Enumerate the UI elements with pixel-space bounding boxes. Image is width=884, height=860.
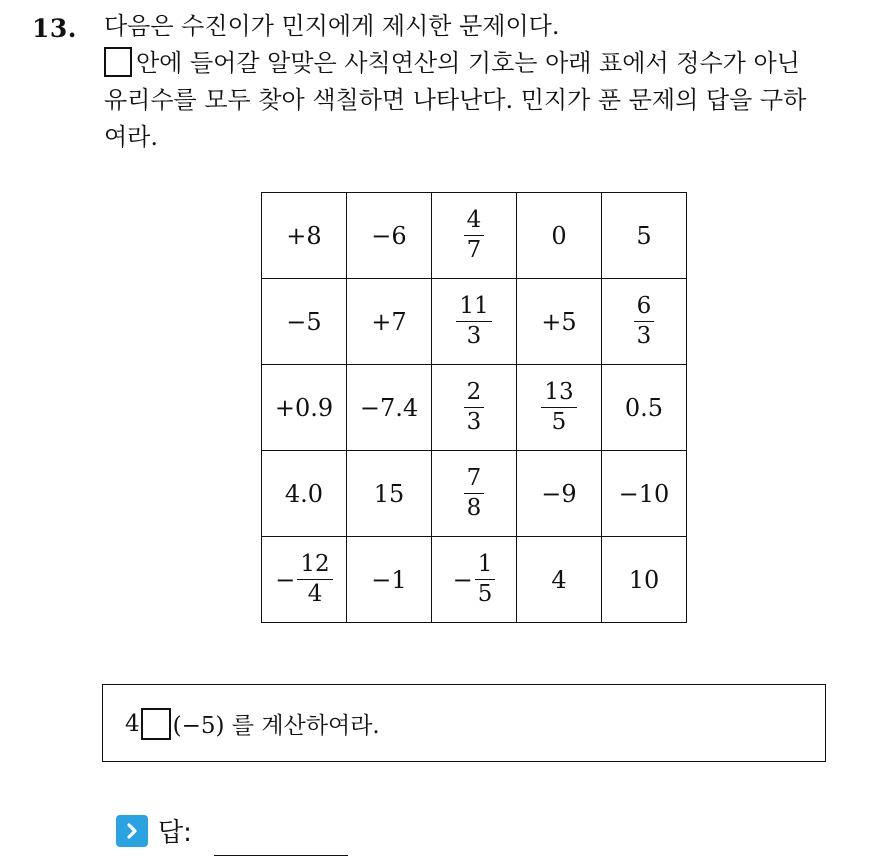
cell-value: 5 [636,221,652,250]
fraction-denominator: 7 [466,237,482,263]
cell-value: 0.5 [624,393,664,422]
table-row [262,193,687,279]
table-cell [347,451,432,537]
answer-label: 답: [158,818,192,848]
table-cell [262,279,347,365]
fraction [634,295,655,348]
fraction [464,381,485,434]
fraction [464,209,485,262]
fraction-denominator: 8 [466,495,482,521]
table-cell [517,537,602,623]
expression-prefix: 4 [125,710,140,737]
question-line-4: 여라. [104,123,158,151]
fraction-denominator: 3 [636,323,652,349]
table-cell [347,279,432,365]
question-line-1: 다음은 수진이가 민지에게 제시한 문제이다. [104,12,560,40]
table-row [262,365,687,451]
fraction [541,381,576,434]
table-cell [432,193,517,279]
arrow-right-icon [116,815,148,847]
table-cell [602,365,687,451]
table-row [262,279,687,365]
fraction-sign: − [275,565,296,594]
fraction-numerator: 13 [541,381,576,408]
cell-value: +8 [286,221,322,250]
question-text [104,8,864,156]
table-cell [517,193,602,279]
fraction-numerator: 4 [464,209,485,236]
blank-box-icon [104,47,132,77]
table-cell [602,537,687,623]
fraction-numerator: 6 [634,295,655,322]
cell-value: −6 [371,221,407,250]
table-row [262,451,687,537]
fraction-numerator: 11 [456,295,491,322]
problem-expression [125,707,380,740]
table-cell [262,451,347,537]
cell-value: +0.9 [274,393,334,422]
cell-value: +7 [371,307,407,336]
table-cell [347,537,432,623]
table-row [262,537,687,623]
fraction [297,553,332,606]
fraction-numerator: 7 [464,467,485,494]
cell-value: −7.4 [359,393,419,422]
question-line-3: 유리수를 모두 찾아 색칠하면 나타난다. 민지가 푼 문제의 답을 구하 [104,86,807,114]
cell-value: −1 [371,565,407,594]
cell-value: +5 [541,307,577,336]
fraction-denominator: 5 [551,409,567,435]
table-cell [517,365,602,451]
table-cell [347,193,432,279]
table-cell [432,279,517,365]
cell-value: 15 [373,479,405,508]
number-table [261,192,687,623]
table-cell [347,365,432,451]
table-cell [432,365,517,451]
question-number: 13. [32,14,77,43]
fraction [456,295,491,348]
fraction-sign: − [452,565,473,594]
fraction [464,467,485,520]
question-line-2: 안에 들어갈 알맞은 사칙연산의 기호는 아래 표에서 정수가 아닌 [104,45,864,82]
cell-value: −10 [618,479,670,508]
table-cell [517,451,602,537]
answer-row [116,812,192,849]
expression-suffix: (−5) 를 계산하여라. [172,713,380,739]
table-cell [602,279,687,365]
cell-value: 0 [551,221,567,250]
cell-value: −9 [541,479,577,508]
table-cell [262,193,347,279]
cell-value: 4 [551,565,567,594]
fraction-denominator: 4 [307,581,323,607]
fraction [475,553,496,606]
table-cell [432,451,517,537]
fraction-denominator: 3 [466,409,482,435]
cell-value: 10 [628,565,660,594]
fraction-numerator: 12 [297,553,332,580]
table-cell [602,193,687,279]
table-cell [432,537,517,623]
cell-value: 4.0 [284,479,324,508]
fraction-denominator: 3 [466,323,482,349]
cell-value: −5 [286,307,322,336]
operator-blank-icon [141,708,171,740]
table-cell [262,365,347,451]
answer-input-line[interactable] [214,855,348,856]
fraction-denominator: 5 [477,581,493,607]
problem-box [102,684,826,762]
table-cell [517,279,602,365]
fraction-numerator: 2 [464,381,485,408]
table-cell [602,451,687,537]
fraction-numerator: 1 [475,553,496,580]
table-cell [262,537,347,623]
